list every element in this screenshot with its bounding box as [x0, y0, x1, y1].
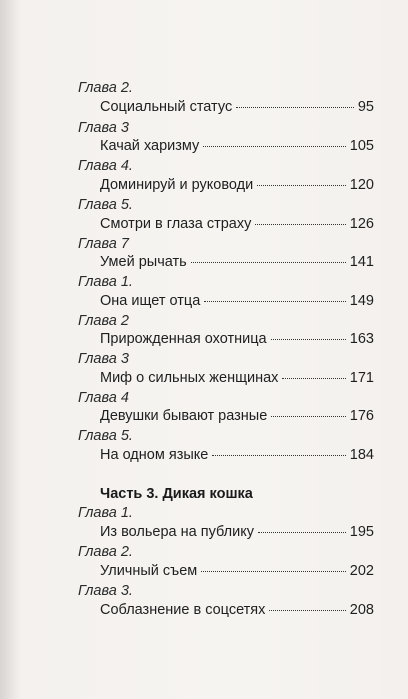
entry-title: На одном языке [100, 447, 209, 463]
entry-title: Уличный съем [100, 563, 198, 579]
chapter-label: Глава 5. [78, 197, 133, 213]
entry-page: 202 [349, 563, 374, 579]
chapter-label: Глава 2. [78, 80, 133, 96]
entry-page: 163 [349, 331, 374, 347]
toc-entry [100, 99, 374, 115]
entry-page: 208 [349, 602, 374, 618]
dot-leader [257, 185, 346, 186]
entry-page: 141 [349, 254, 374, 270]
dot-leader [191, 262, 346, 263]
dot-leader [271, 339, 346, 340]
entry-page: 195 [349, 524, 374, 540]
chapter-label: Глава 4 [78, 390, 129, 406]
toc-entry [100, 408, 374, 424]
chapter-label: Глава 5. [78, 428, 133, 444]
entry-page: 176 [349, 408, 374, 424]
entry-title: Соблазнение в соцсетях [100, 602, 266, 618]
chapter-label: Глава 2 [78, 313, 129, 329]
chapter-label: Глава 7 [78, 236, 129, 252]
dot-leader [271, 416, 346, 417]
dot-leader [255, 224, 345, 225]
dot-leader [201, 571, 346, 572]
entry-title: Она ищет отца [100, 293, 201, 309]
chapter-label: Глава 3 [78, 351, 129, 367]
entry-title: Смотри в глаза страху [100, 216, 252, 232]
dot-leader [203, 146, 346, 147]
toc-entry [100, 563, 374, 579]
chapter-label: Глава 3 [78, 120, 129, 136]
chapter-label: Глава 2. [78, 544, 133, 560]
entry-page: 105 [349, 138, 374, 154]
dot-leader [236, 107, 354, 108]
entry-page: 126 [349, 216, 374, 232]
toc-entry [100, 177, 374, 193]
entry-title: Прирожденная охотница [100, 331, 267, 347]
dot-leader [212, 455, 345, 456]
toc-entry [100, 602, 374, 618]
dot-leader [269, 610, 345, 611]
entry-title: Из вольера на публику [100, 524, 254, 540]
entry-page: 171 [349, 370, 374, 386]
chapter-label: Глава 1. [78, 505, 133, 521]
toc-entry [100, 293, 374, 309]
toc-entry [100, 254, 374, 270]
dot-leader [258, 532, 346, 533]
entry-title: Доминируй и руководи [100, 177, 254, 193]
dot-leader [282, 378, 345, 379]
entry-page: 120 [349, 177, 374, 193]
toc-entry [100, 138, 374, 154]
entry-title: Умей рычать [100, 254, 187, 270]
entry-page: 95 [357, 99, 374, 115]
entry-page: 184 [349, 447, 374, 463]
dot-leader [204, 301, 346, 302]
part-heading: Часть 3. Дикая кошка [100, 486, 253, 502]
chapter-label: Глава 1. [78, 274, 133, 290]
entry-title: Качай харизму [100, 138, 200, 154]
entry-page: 149 [349, 293, 374, 309]
toc-entry [100, 216, 374, 232]
toc-entry [100, 447, 374, 463]
toc-entry [100, 370, 374, 386]
chapter-label: Глава 3. [78, 583, 133, 599]
toc-entry [100, 331, 374, 347]
entry-title: Миф о сильных женщинах [100, 370, 279, 386]
toc-entry [100, 524, 374, 540]
chapter-label: Глава 4. [78, 158, 133, 174]
entry-title: Девушки бывают разные [100, 408, 268, 424]
entry-title: Социальный статус [100, 99, 233, 115]
